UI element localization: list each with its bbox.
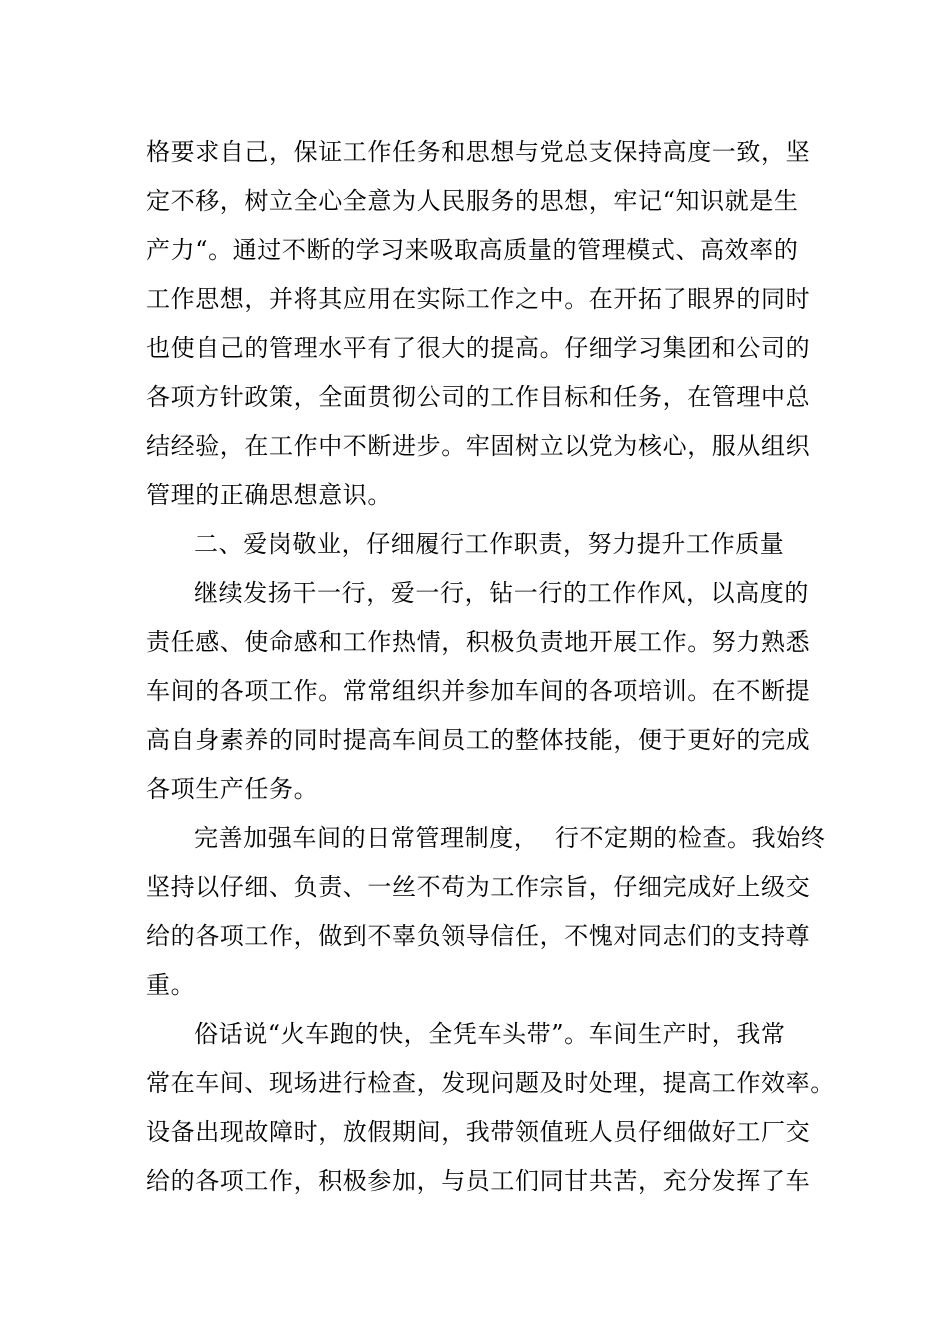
text-line: 给的各项工作，积极参加，与员工们同甘共苦，充分发挥了车 [146, 1167, 811, 1195]
text-line: 设备出现故障时，放假期间，我带领值班人员仔细做好工厂交 [146, 1118, 811, 1146]
text-line: 定不移，树立全心全意为人民服务的思想，牢记“知识就是生 [146, 187, 799, 215]
text-line: 产力“。通过不断的学习来吸取高质量的管理模式、高效率的 [146, 236, 799, 264]
section-heading: 二、爱岗敬业，仔细履行工作职责，努力提升工作质量 [194, 530, 785, 558]
text-line: 格要求自己，保证工作任务和思想与党总支保持高度一致，坚 [146, 138, 811, 166]
text-line: 高自身素养的同时提高车间员工的整体技能，便于更好的完成 [146, 726, 811, 754]
text-line: 车间的各项工作。常常组织并参加车间的各项培训。在不断提 [146, 677, 811, 705]
text-line: 各项方针政策，全面贯彻公司的工作目标和任务，在管理中总 [146, 383, 811, 411]
text-line: 继续发扬干一行，爱一行，钻一行的工作作风，以高度的 [194, 579, 809, 607]
text-line: 重。 [146, 971, 196, 999]
text-line: 完善加强车间的日常管理制度， 行不定期的检查。我始终 [194, 824, 826, 852]
text-line: 责任感、使命感和工作热情，积极负责地开展工作。努力熟悉 [146, 628, 811, 656]
text-line: 管理的正确思想意识。 [146, 481, 392, 509]
text-line: 也使自己的管理水平有了很大的提高。仔细学习集团和公司的 [146, 334, 811, 362]
document-body [146, 128, 835, 1206]
text-line: 给的各项工作，做到不辜负领导信任，不愧对同志们的支持尊 [146, 922, 811, 950]
text-line: 常在车间、现场进行检查，发现问题及时处理，提高工作效率。 [146, 1069, 835, 1097]
text-line: 俗话说“火车跑的快，全凭车头带”。车间生产时，我常 [194, 1020, 786, 1048]
text-line: 坚持以仔细、负责、一丝不苟为工作宗旨，仔细完成好上级交 [146, 873, 811, 901]
text-line: 结经验，在工作中不断进步。牢固树立以党为核心，服从组织 [146, 432, 811, 460]
text-line: 工作思想，并将其应用在实际工作之中。在开拓了眼界的同时 [146, 285, 811, 313]
text-line: 各项生产任务。 [146, 775, 319, 803]
